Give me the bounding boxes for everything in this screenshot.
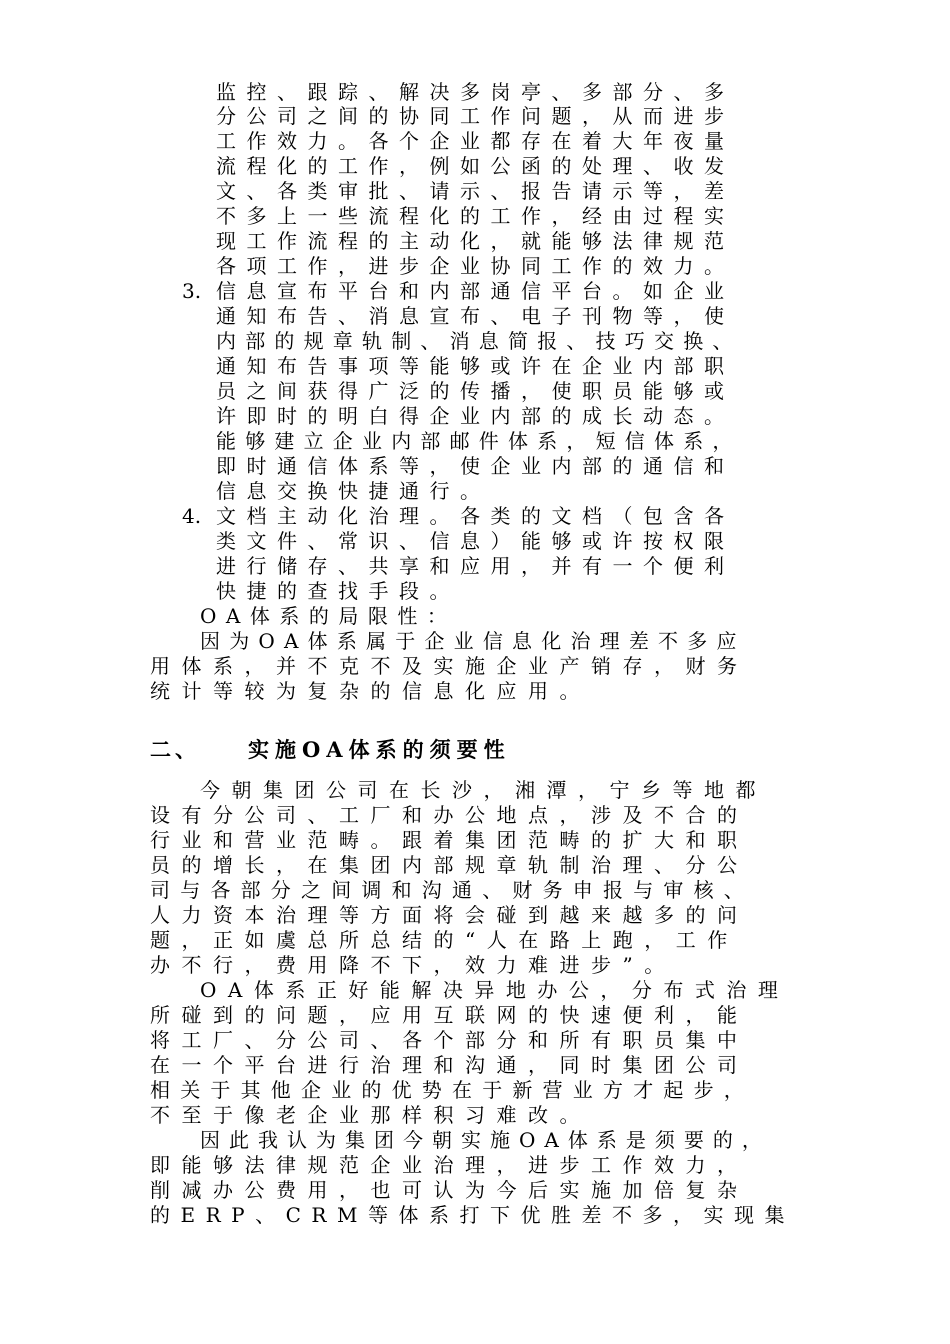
text-line: 因此我认为集团今朝实施OA体系是须要的，	[200, 1128, 771, 1152]
text-line: 分公司之间的协同工作问题，从而进步	[216, 104, 735, 128]
text-line: 将工厂、分公司、各个部分和所有职员集中	[150, 1028, 749, 1052]
text-line: 类文件、常识、信息）能够或许按权限	[216, 529, 735, 553]
section-title: 实施OA体系的须要性	[248, 737, 511, 762]
text-line: 司与各部分之间调和沟通、财务申报与审核、	[150, 878, 754, 902]
text-line: 信息宣布平台和内部通信平台。如企业	[216, 279, 735, 303]
text-line: 所碰到的问题，应用互联网的快速便利，能	[150, 1003, 749, 1027]
text-line: 即能够法律规范企业治理，进步工作效力，	[150, 1153, 749, 1177]
text-line: 因为OA体系属于企业信息化治理差不多应	[200, 629, 746, 653]
text-line: 现工作流程的主动化，就能够法律规范	[216, 229, 735, 253]
text-line: 相关于其他企业的优势在于新营业方才起步，	[150, 1078, 754, 1102]
text-line: 进行储存、共享和应用，并有一个便利	[216, 554, 735, 578]
text-line: 信息交换快捷通行。	[216, 479, 491, 503]
text-line: 各项工作，进步企业协同工作的效力。	[216, 254, 735, 278]
text-line: 不多上一些流程化的工作，经由过程实	[216, 204, 735, 228]
text-line: 人力资本治理等方面将会碰到越来越多的问	[150, 903, 749, 927]
text-line: 办不行，费用降不下，效力难进步”。	[150, 953, 676, 977]
text-line: 用体系，并不克不及实施企业产销存，财务	[150, 654, 749, 678]
text-line: 许即时的明白得企业内部的成长动态。	[216, 404, 735, 428]
text-line: 员之间获得广泛的传播，使职员能够或	[216, 379, 735, 403]
text-line: OA体系正好能解决异地办公，分布式治理	[200, 978, 790, 1002]
text-line: 通知布告、消息宣布、电子刊物等，使	[216, 304, 735, 328]
text-line: 工作效力。各个企业都存在着大年夜量	[216, 129, 735, 153]
text-line: 流程化的工作，例如公函的处理、收发	[216, 154, 735, 178]
text-line: 通知布告事项等能够或许在企业内部职	[216, 354, 735, 378]
text-line: 快捷的查找手段。	[216, 579, 460, 603]
text-line: 削减办公费用，也可认为今后实施加倍复杂	[150, 1178, 749, 1202]
text-line: 设有分公司、工厂和办公地点，涉及不合的	[150, 803, 749, 827]
text-line: 的ERP、CRM等体系打下优胜差不多，实现集	[150, 1203, 795, 1227]
text-line: 即时通信体系等，使企业内部的通信和	[216, 454, 735, 478]
text-line: 题，正如虞总所总结的“人在路上跑，工作	[150, 928, 739, 952]
text-line: 监控、跟踪、解决多岗亭、多部分、多	[216, 80, 735, 104]
list-number: 3.	[182, 279, 202, 303]
section-number: 二、	[150, 737, 200, 762]
text-line: 在一个平台进行治理和沟通，同时集团公司	[150, 1053, 749, 1077]
text-line: 今朝集团公司在长沙，湘潭，宁乡等地都	[200, 778, 767, 802]
text-line: 能够建立企业内部邮件体系，短信体系，	[216, 429, 742, 453]
text-line: 文档主动化治理。各类的文档（包含各	[216, 504, 735, 528]
text-line: 员的增长，在集团内部规章轨制治理、分公	[150, 853, 749, 877]
text-line: 统计等较为复杂的信息化应用。	[150, 679, 591, 703]
text-line: 文、各类审批、请示、报告请示等，差	[216, 179, 735, 203]
text-line: 内部的规章轨制、消息简报、技巧交换、	[216, 329, 742, 353]
text-line: 行业和营业范畴。跟着集团范畴的扩大和职	[150, 828, 749, 852]
text-line: 不至于像老企业那样积习难改。	[150, 1103, 591, 1127]
limitations-title: OA体系的局限性：	[200, 604, 457, 628]
list-number: 4.	[182, 504, 202, 528]
